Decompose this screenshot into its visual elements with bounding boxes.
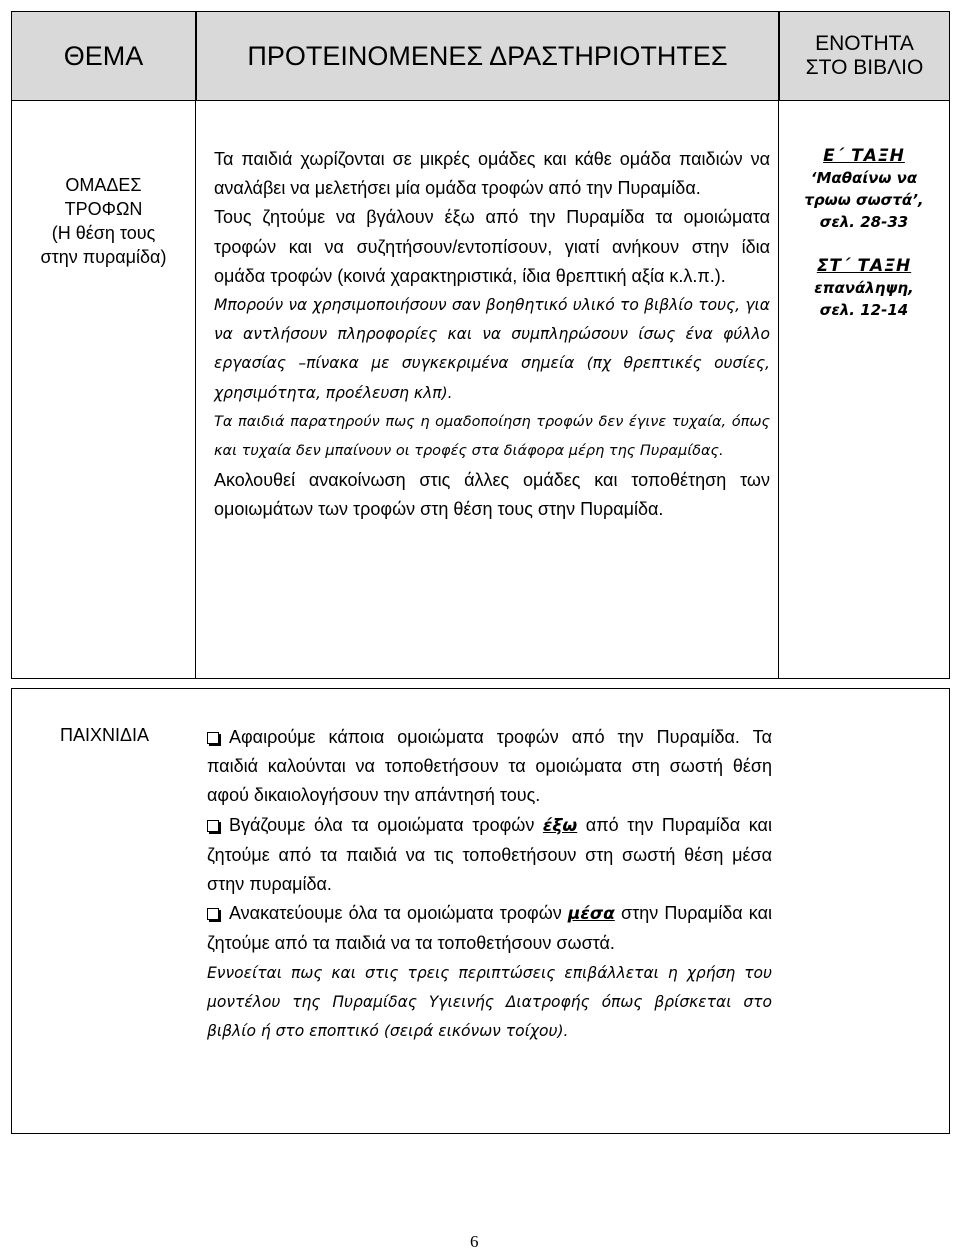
game-note: Εννοείται πως και στις τρεις περιπτώσεις επιβάλλεται η χρήση του μοντέλου της Πυραμίδας Υγιεινής Διατροφής όπως βρίσκεται στο βιβλίο ή στο εποπτικό (σειρά εικόνων τοίχου).: [207, 963, 772, 1041]
topic-line: στην πυραμίδα): [40, 247, 167, 267]
row1-unit-cell: [779, 101, 950, 679]
games-table: [11, 688, 950, 1134]
checkbox-bullet-icon: [207, 908, 219, 920]
game-item-3-text-a: Ανακατεύουμε όλα τα ομοιώματα τροφών: [229, 903, 562, 924]
checkbox-bullet-icon: [207, 732, 219, 744]
game-item-1-text: Αφαιρούμε κάποια ομοιώματα τροφών από την Πυραμίδα. Τα παιδιά καλούνται να τοποθετήσουν τα ομοιώματα στη σωστή θέση αφού δικαιολογήσουν την απάντησή τους.: [207, 727, 772, 806]
game-item-3-text-b: στην Πυραμίδα και ζητούμε από τα παιδιά να τα τοποθετήσουν σωστά.: [207, 903, 772, 954]
paragraph-remove: Τους ζητούμε να βγάλουν έξω από την Πυραμίδα τα ομοιώματα τροφών και να συζητήσουν/εντοπίσουν, γιατί ανήκουν στην ίδια ομάδα τροφών (κοινά χαρακτηριστικά, ίδια θρεπτική αξία κ.λ.π.).: [214, 207, 770, 286]
grade-st-title: επανάληψη,: [814, 279, 914, 297]
header-unit-line1: ΕΝΟΤΗΤΑ: [815, 32, 914, 55]
header-activities-label: ΠΡΟΤΕΙΝΟΜΕΝΕΣ ΔΡΑΣΤΗΡΙΟΤΗΤΕΣ: [247, 40, 728, 71]
header-unit: [779, 11, 950, 101]
topic-line: (Η θέση τους: [51, 223, 156, 243]
game-item-2-text-a: Βγάζουμε όλα τα ομοιώματα τροφών: [229, 814, 535, 835]
row2-topic: ΠΑΙΧΝΙΔΙΑ: [59, 725, 150, 745]
header-topic-label: ΘΕΜΑ: [63, 40, 144, 71]
grade-e-pages: σελ. 28-33: [819, 213, 909, 231]
grade-e-label: Ε΄ ΤΑΞΗ: [823, 146, 905, 166]
topic-line: ΟΜΑΔΕΣ: [65, 175, 142, 195]
checkbox-bullet-icon: [207, 820, 219, 832]
row1-unit: [779, 145, 949, 321]
paragraph-groups: Τα παιδιά χωρίζονται σε μικρές ομάδες και κάθε ομάδα παιδιών να αναλάβει να μελετήσει μία ομάδα τροφών από την Πυραμίδα.: [214, 149, 770, 199]
paragraph-announce: Ακολουθεί ανακοίνωση στις άλλες ομάδες και τοποθέτηση των ομοιωμάτων των τροφών στη θέση τους στην Πυραμίδα.: [214, 470, 770, 520]
game-item-2-text-b: από την Πυραμίδα και ζητούμε από τα παιδιά να τις τοποθετήσουν στη σωστή θέση μέσα στην πυραμίδα.: [207, 814, 772, 895]
row2-topic-cell: [12, 689, 197, 1133]
game-item-3: [207, 899, 772, 958]
row1-activities-cell: [196, 101, 779, 679]
topic-line: ΤΡΟΦΩΝ: [64, 199, 143, 219]
activities-table: [11, 11, 950, 679]
grade-e-title: ‘Μαθαίνω να: [810, 169, 918, 187]
row1-activities: [214, 145, 770, 525]
game-item-2: [207, 811, 772, 900]
paragraph-book: Μπορούν να χρησιμοποιήσουν σαν βοηθητικό υλικό το βιβλίο τους, για να αντλήσουν πληροφορίες και να συμπληρώσουν ίσως ένα φύλλο εργασίας –πίνακα με συγκεκριμένα σημεία (πχ θρεπτικές ουσίες, χρησιμότητα, προέλευση κλπ).: [214, 296, 770, 402]
grade-e-title2: τρωω σωστά’,: [804, 191, 924, 209]
row1-topic-cell: [11, 101, 196, 679]
grade-st-pages: σελ. 12-14: [819, 301, 909, 319]
game-item-2-emphasis: έξω: [542, 815, 578, 836]
grade-st-label: ΣΤ΄ ΤΑΞΗ: [816, 256, 912, 276]
header-topic: [11, 11, 196, 101]
row2-body: [207, 723, 772, 1046]
header-unit-line2: ΣΤΟ ΒΙΒΛΙΟ: [805, 56, 924, 79]
header-activities: [196, 11, 779, 101]
row1-topic: [12, 173, 195, 269]
page-number: 6: [470, 1232, 479, 1251]
paragraph-observe: Τα παιδιά παρατηρούν πως η ομαδοποίηση τροφών δεν έγινε τυχαία, όπως και τυχαία δεν μπαίνουν οι τροφές στα διάφορα μέρη της Πυραμίδας.: [214, 413, 770, 460]
game-item-1: [207, 723, 772, 811]
game-item-3-emphasis: μέσα: [567, 904, 615, 925]
